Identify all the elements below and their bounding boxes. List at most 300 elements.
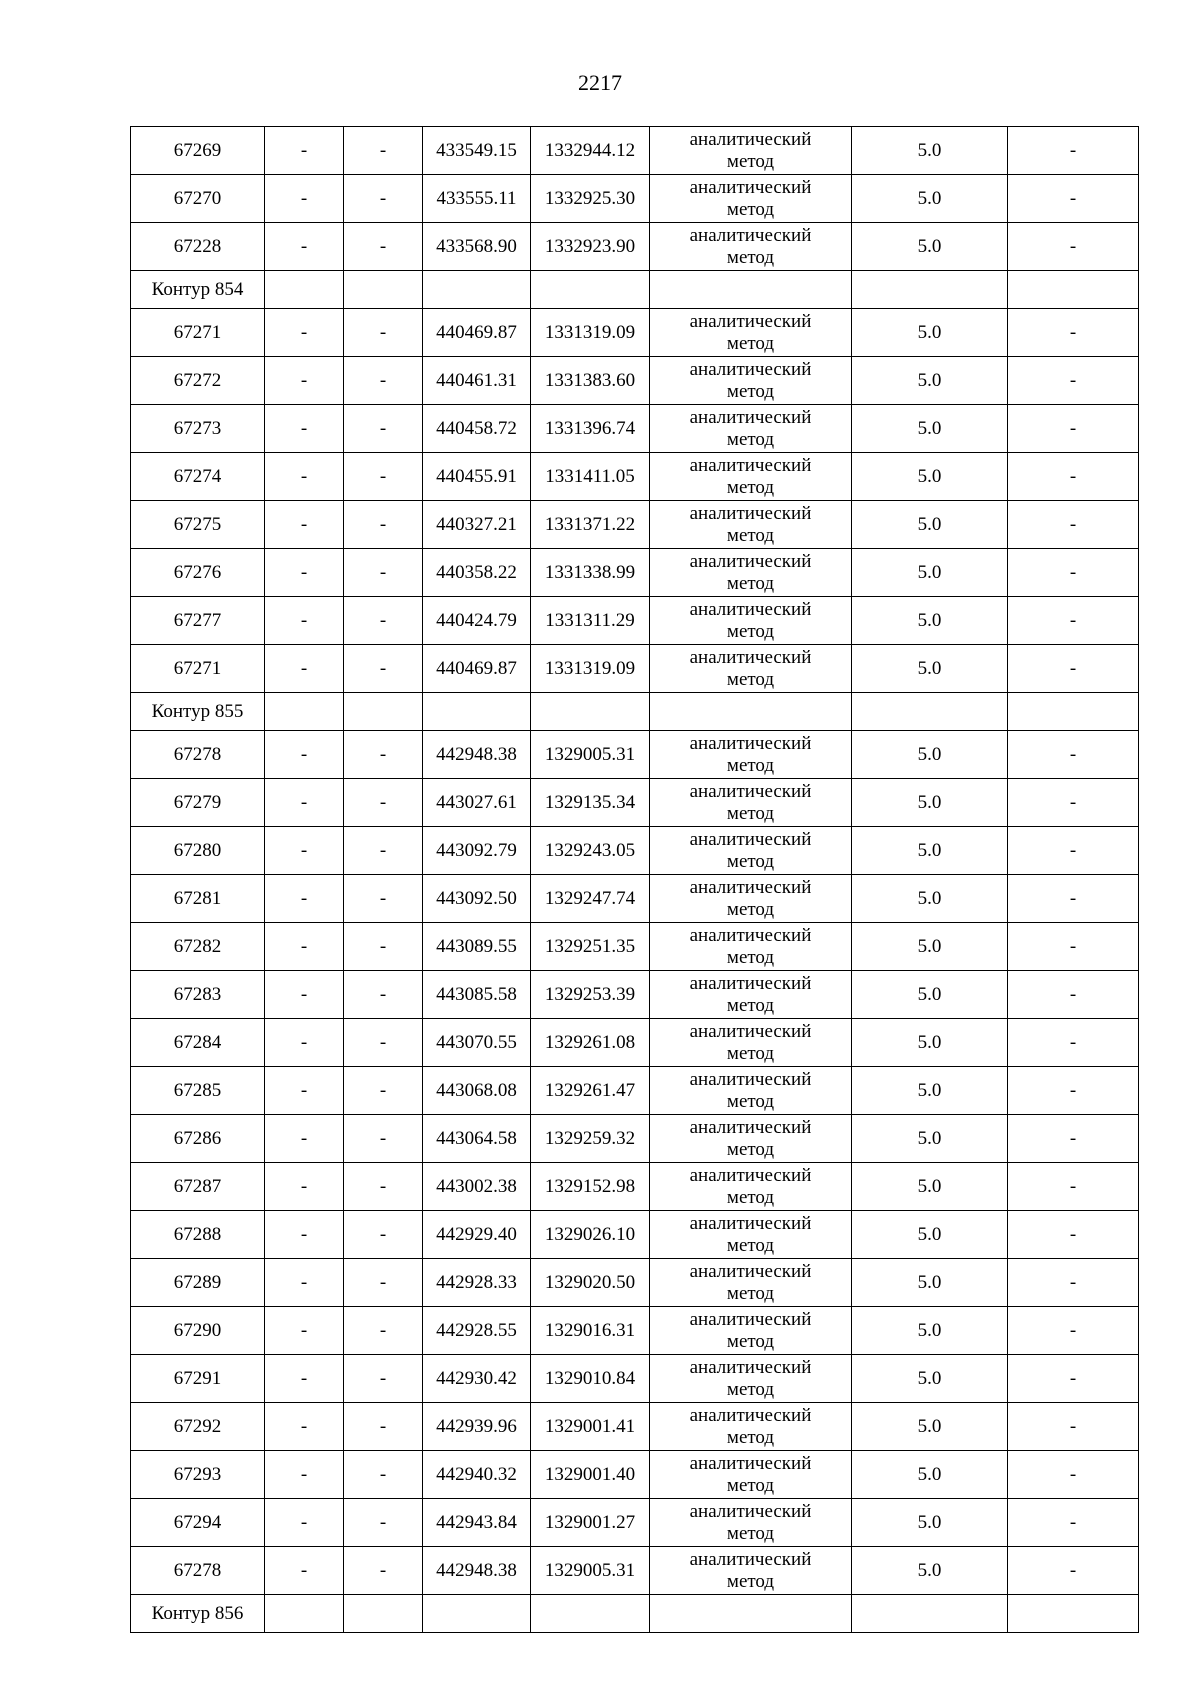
contour-header-row	[131, 693, 1139, 731]
coord-y: 1331338.99	[531, 549, 650, 597]
method-line-1: аналитический	[689, 454, 812, 476]
empty-cell	[265, 271, 344, 309]
point-number: 67278	[131, 731, 265, 779]
point-number: 67281	[131, 875, 265, 923]
method-line-2: метод	[726, 668, 775, 690]
coord-x: 442943.84	[423, 1499, 531, 1547]
cell-dash-2: -	[344, 1067, 423, 1115]
empty-cell	[265, 693, 344, 731]
table-row	[131, 731, 1139, 779]
table-row	[131, 1307, 1139, 1355]
method	[650, 127, 852, 175]
cell-dash-2: -	[344, 1547, 423, 1595]
method-line-1: аналитический	[689, 1404, 812, 1426]
method	[650, 1355, 852, 1403]
coord-x: 443085.58	[423, 971, 531, 1019]
coord-x: 440469.87	[423, 645, 531, 693]
table-row	[131, 223, 1139, 271]
method-line-1: аналитический	[689, 598, 812, 620]
cell-dash-1: -	[265, 1499, 344, 1547]
coord-y: 1329001.27	[531, 1499, 650, 1547]
cell-dash-3: -	[1008, 827, 1139, 875]
accuracy: 5.0	[852, 779, 1008, 827]
accuracy: 5.0	[852, 1259, 1008, 1307]
method-line-1: аналитический	[689, 1452, 812, 1474]
method	[650, 827, 852, 875]
table-row	[131, 827, 1139, 875]
cell-dash-1: -	[265, 309, 344, 357]
method	[650, 501, 852, 549]
point-number: 67294	[131, 1499, 265, 1547]
method	[650, 645, 852, 693]
cell-dash-2: -	[344, 1307, 423, 1355]
cell-dash-1: -	[265, 827, 344, 875]
table-row	[131, 549, 1139, 597]
accuracy: 5.0	[852, 1067, 1008, 1115]
method-line-2: метод	[726, 620, 775, 642]
point-number: 67285	[131, 1067, 265, 1115]
method-line-1: аналитический	[689, 876, 812, 898]
method-line-2: метод	[726, 1522, 775, 1544]
coord-x: 442928.33	[423, 1259, 531, 1307]
method-line-2: метод	[726, 1474, 775, 1496]
accuracy: 5.0	[852, 1211, 1008, 1259]
method-line-1: аналитический	[689, 1164, 812, 1186]
method-line-2: метод	[726, 1378, 775, 1400]
method-line-2: метод	[726, 524, 775, 546]
coord-y: 1329253.39	[531, 971, 650, 1019]
empty-cell	[423, 1595, 531, 1633]
method	[650, 549, 852, 597]
point-number: 67269	[131, 127, 265, 175]
method-line-1: аналитический	[689, 310, 812, 332]
cell-dash-3: -	[1008, 1067, 1139, 1115]
cell-dash-1: -	[265, 1547, 344, 1595]
cell-dash-2: -	[344, 1451, 423, 1499]
coord-y: 1329251.35	[531, 923, 650, 971]
accuracy: 5.0	[852, 1163, 1008, 1211]
point-number: 67289	[131, 1259, 265, 1307]
point-number: 67275	[131, 501, 265, 549]
point-number: 67284	[131, 1019, 265, 1067]
empty-cell	[852, 271, 1008, 309]
cell-dash-3: -	[1008, 549, 1139, 597]
table-row	[131, 1259, 1139, 1307]
coord-x: 440455.91	[423, 453, 531, 501]
contour-header-row	[131, 1595, 1139, 1633]
method-line-2: метод	[726, 802, 775, 824]
coord-y: 1332944.12	[531, 127, 650, 175]
table-row	[131, 1547, 1139, 1595]
contour-label: Контур 855	[131, 693, 265, 731]
contour-label: Контур 856	[131, 1595, 265, 1633]
method	[650, 779, 852, 827]
accuracy: 5.0	[852, 453, 1008, 501]
accuracy: 5.0	[852, 309, 1008, 357]
point-number: 67270	[131, 175, 265, 223]
table-row	[131, 1163, 1139, 1211]
cell-dash-3: -	[1008, 731, 1139, 779]
table-row	[131, 1451, 1139, 1499]
cell-dash-2: -	[344, 645, 423, 693]
coord-x: 442940.32	[423, 1451, 531, 1499]
method-line-2: метод	[726, 332, 775, 354]
method-line-2: метод	[726, 1282, 775, 1304]
cell-dash-2: -	[344, 405, 423, 453]
method-line-2: метод	[726, 994, 775, 1016]
table-row	[131, 1403, 1139, 1451]
accuracy: 5.0	[852, 1451, 1008, 1499]
accuracy: 5.0	[852, 175, 1008, 223]
method-line-1: аналитический	[689, 176, 812, 198]
empty-cell	[423, 693, 531, 731]
coord-x: 440458.72	[423, 405, 531, 453]
method-line-1: аналитический	[689, 1260, 812, 1282]
cell-dash-2: -	[344, 1403, 423, 1451]
method-line-2: метод	[726, 754, 775, 776]
method	[650, 453, 852, 501]
empty-cell	[531, 1595, 650, 1633]
method	[650, 1067, 852, 1115]
coord-y: 1329001.41	[531, 1403, 650, 1451]
point-number: 67277	[131, 597, 265, 645]
table-row	[131, 1499, 1139, 1547]
table-row	[131, 405, 1139, 453]
cell-dash-1: -	[265, 923, 344, 971]
coord-x: 443002.38	[423, 1163, 531, 1211]
method	[650, 1307, 852, 1355]
coordinates-table	[130, 126, 1139, 1633]
cell-dash-3: -	[1008, 779, 1139, 827]
accuracy: 5.0	[852, 1115, 1008, 1163]
coord-y: 1329261.47	[531, 1067, 650, 1115]
method	[650, 875, 852, 923]
cell-dash-3: -	[1008, 1115, 1139, 1163]
cell-dash-2: -	[344, 1499, 423, 1547]
method-line-1: аналитический	[689, 972, 812, 994]
cell-dash-2: -	[344, 1163, 423, 1211]
coord-x: 440424.79	[423, 597, 531, 645]
coord-y: 1331396.74	[531, 405, 650, 453]
coord-x: 442948.38	[423, 731, 531, 779]
cell-dash-2: -	[344, 1211, 423, 1259]
cell-dash-3: -	[1008, 1451, 1139, 1499]
cell-dash-3: -	[1008, 309, 1139, 357]
accuracy: 5.0	[852, 923, 1008, 971]
point-number: 67279	[131, 779, 265, 827]
empty-cell	[650, 693, 852, 731]
coord-y: 1329261.08	[531, 1019, 650, 1067]
coord-y: 1329010.84	[531, 1355, 650, 1403]
cell-dash-3: -	[1008, 1259, 1139, 1307]
point-number: 67286	[131, 1115, 265, 1163]
cell-dash-1: -	[265, 1307, 344, 1355]
method	[650, 971, 852, 1019]
coord-y: 1329247.74	[531, 875, 650, 923]
point-number: 67271	[131, 645, 265, 693]
table-row	[131, 597, 1139, 645]
point-number: 67278	[131, 1547, 265, 1595]
cell-dash-2: -	[344, 501, 423, 549]
cell-dash-1: -	[265, 501, 344, 549]
method	[650, 405, 852, 453]
cell-dash-3: -	[1008, 175, 1139, 223]
cell-dash-1: -	[265, 875, 344, 923]
cell-dash-1: -	[265, 549, 344, 597]
point-number: 67274	[131, 453, 265, 501]
table-row	[131, 357, 1139, 405]
coord-x: 443027.61	[423, 779, 531, 827]
accuracy: 5.0	[852, 731, 1008, 779]
cell-dash-1: -	[265, 1115, 344, 1163]
method-line-1: аналитический	[689, 646, 812, 668]
coord-x: 443092.50	[423, 875, 531, 923]
empty-cell	[852, 693, 1008, 731]
accuracy: 5.0	[852, 501, 1008, 549]
coord-x: 443068.08	[423, 1067, 531, 1115]
coord-x: 433549.15	[423, 127, 531, 175]
method-line-2: метод	[726, 946, 775, 968]
table-row	[131, 645, 1139, 693]
cell-dash-1: -	[265, 597, 344, 645]
method-line-2: метод	[726, 428, 775, 450]
point-number: 67280	[131, 827, 265, 875]
coord-y: 1329020.50	[531, 1259, 650, 1307]
cell-dash-3: -	[1008, 1163, 1139, 1211]
cell-dash-2: -	[344, 309, 423, 357]
method	[650, 1115, 852, 1163]
empty-cell	[1008, 1595, 1139, 1633]
point-number: 67287	[131, 1163, 265, 1211]
empty-cell	[423, 271, 531, 309]
point-number: 67228	[131, 223, 265, 271]
coord-x: 443064.58	[423, 1115, 531, 1163]
method-line-1: аналитический	[689, 732, 812, 754]
method-line-2: метод	[726, 1426, 775, 1448]
coord-x: 440469.87	[423, 309, 531, 357]
accuracy: 5.0	[852, 405, 1008, 453]
cell-dash-2: -	[344, 357, 423, 405]
cell-dash-3: -	[1008, 1499, 1139, 1547]
cell-dash-3: -	[1008, 1355, 1139, 1403]
method-line-2: метод	[726, 1090, 775, 1112]
cell-dash-2: -	[344, 127, 423, 175]
cell-dash-2: -	[344, 453, 423, 501]
cell-dash-3: -	[1008, 127, 1139, 175]
cell-dash-2: -	[344, 223, 423, 271]
accuracy: 5.0	[852, 1547, 1008, 1595]
cell-dash-1: -	[265, 1403, 344, 1451]
coord-x: 442939.96	[423, 1403, 531, 1451]
empty-cell	[265, 1595, 344, 1633]
method	[650, 1019, 852, 1067]
method-line-1: аналитический	[689, 924, 812, 946]
cell-dash-2: -	[344, 875, 423, 923]
method-line-1: аналитический	[689, 1500, 812, 1522]
cell-dash-1: -	[265, 645, 344, 693]
method	[650, 1259, 852, 1307]
accuracy: 5.0	[852, 645, 1008, 693]
cell-dash-3: -	[1008, 501, 1139, 549]
point-number: 67282	[131, 923, 265, 971]
method-line-1: аналитический	[689, 1548, 812, 1570]
cell-dash-1: -	[265, 779, 344, 827]
table-body	[131, 127, 1139, 1633]
cell-dash-2: -	[344, 1355, 423, 1403]
cell-dash-1: -	[265, 223, 344, 271]
accuracy: 5.0	[852, 1403, 1008, 1451]
cell-dash-2: -	[344, 827, 423, 875]
method-line-2: метод	[726, 150, 775, 172]
table-row	[131, 501, 1139, 549]
method-line-2: метод	[726, 1330, 775, 1352]
cell-dash-3: -	[1008, 405, 1139, 453]
method	[650, 357, 852, 405]
cell-dash-1: -	[265, 175, 344, 223]
empty-cell	[1008, 693, 1139, 731]
empty-cell	[531, 693, 650, 731]
method-line-1: аналитический	[689, 224, 812, 246]
cell-dash-1: -	[265, 971, 344, 1019]
method-line-2: метод	[726, 1186, 775, 1208]
accuracy: 5.0	[852, 827, 1008, 875]
method-line-1: аналитический	[689, 550, 812, 572]
empty-cell	[344, 271, 423, 309]
point-number: 67288	[131, 1211, 265, 1259]
point-number: 67272	[131, 357, 265, 405]
coord-y: 1331311.29	[531, 597, 650, 645]
coord-x: 440358.22	[423, 549, 531, 597]
point-number: 67290	[131, 1307, 265, 1355]
method-line-1: аналитический	[689, 502, 812, 524]
table-row	[131, 1067, 1139, 1115]
coord-y: 1332923.90	[531, 223, 650, 271]
accuracy: 5.0	[852, 875, 1008, 923]
coord-x: 442930.42	[423, 1355, 531, 1403]
method-line-1: аналитический	[689, 828, 812, 850]
coord-x: 442948.38	[423, 1547, 531, 1595]
cell-dash-1: -	[265, 1211, 344, 1259]
cell-dash-1: -	[265, 1067, 344, 1115]
method-line-2: метод	[726, 1138, 775, 1160]
coord-x: 443070.55	[423, 1019, 531, 1067]
coord-y: 1331371.22	[531, 501, 650, 549]
accuracy: 5.0	[852, 357, 1008, 405]
cell-dash-3: -	[1008, 875, 1139, 923]
cell-dash-2: -	[344, 175, 423, 223]
point-number: 67293	[131, 1451, 265, 1499]
contour-label: Контур 854	[131, 271, 265, 309]
cell-dash-1: -	[265, 1451, 344, 1499]
coord-y: 1329135.34	[531, 779, 650, 827]
coord-y: 1331319.09	[531, 645, 650, 693]
point-number: 67291	[131, 1355, 265, 1403]
method-line-1: аналитический	[689, 1068, 812, 1090]
cell-dash-1: -	[265, 731, 344, 779]
method	[650, 1403, 852, 1451]
method	[650, 223, 852, 271]
cell-dash-1: -	[265, 405, 344, 453]
method-line-1: аналитический	[689, 358, 812, 380]
accuracy: 5.0	[852, 1355, 1008, 1403]
method-line-2: метод	[726, 1042, 775, 1064]
accuracy: 5.0	[852, 223, 1008, 271]
method-line-2: метод	[726, 476, 775, 498]
cell-dash-1: -	[265, 1019, 344, 1067]
cell-dash-1: -	[265, 1259, 344, 1307]
method-line-1: аналитический	[689, 1356, 812, 1378]
cell-dash-3: -	[1008, 971, 1139, 1019]
empty-cell	[650, 1595, 852, 1633]
contour-header-row	[131, 271, 1139, 309]
coord-y: 1329152.98	[531, 1163, 650, 1211]
method	[650, 923, 852, 971]
point-number: 67276	[131, 549, 265, 597]
method-line-2: метод	[726, 898, 775, 920]
empty-cell	[1008, 271, 1139, 309]
empty-cell	[344, 693, 423, 731]
cell-dash-2: -	[344, 1115, 423, 1163]
coord-y: 1331319.09	[531, 309, 650, 357]
method	[650, 1163, 852, 1211]
table-row	[131, 127, 1139, 175]
empty-cell	[650, 271, 852, 309]
point-number: 67271	[131, 309, 265, 357]
cell-dash-2: -	[344, 1019, 423, 1067]
table-row	[131, 1115, 1139, 1163]
coord-y: 1329016.31	[531, 1307, 650, 1355]
method-line-1: аналитический	[689, 1212, 812, 1234]
cell-dash-3: -	[1008, 923, 1139, 971]
cell-dash-2: -	[344, 1259, 423, 1307]
method-line-1: аналитический	[689, 1308, 812, 1330]
cell-dash-3: -	[1008, 1403, 1139, 1451]
table-row	[131, 1211, 1139, 1259]
point-number: 67273	[131, 405, 265, 453]
method-line-2: метод	[726, 572, 775, 594]
coord-y: 1329243.05	[531, 827, 650, 875]
cell-dash-3: -	[1008, 1547, 1139, 1595]
coord-y: 1329001.40	[531, 1451, 650, 1499]
method-line-2: метод	[726, 1570, 775, 1592]
method-line-1: аналитический	[689, 780, 812, 802]
coord-y: 1329005.31	[531, 1547, 650, 1595]
coord-x: 440327.21	[423, 501, 531, 549]
accuracy: 5.0	[852, 1499, 1008, 1547]
cell-dash-3: -	[1008, 597, 1139, 645]
cell-dash-3: -	[1008, 357, 1139, 405]
table-row	[131, 1355, 1139, 1403]
table-row	[131, 971, 1139, 1019]
method-line-1: аналитический	[689, 1020, 812, 1042]
accuracy: 5.0	[852, 597, 1008, 645]
method-line-1: аналитический	[689, 128, 812, 150]
table-row	[131, 1019, 1139, 1067]
method-line-2: метод	[726, 850, 775, 872]
cell-dash-1: -	[265, 453, 344, 501]
accuracy: 5.0	[852, 549, 1008, 597]
coord-x: 433555.11	[423, 175, 531, 223]
cell-dash-2: -	[344, 923, 423, 971]
accuracy: 5.0	[852, 1307, 1008, 1355]
point-number: 67292	[131, 1403, 265, 1451]
cell-dash-2: -	[344, 549, 423, 597]
method-line-1: аналитический	[689, 1116, 812, 1138]
empty-cell	[852, 1595, 1008, 1633]
method	[650, 731, 852, 779]
coord-x: 433568.90	[423, 223, 531, 271]
accuracy: 5.0	[852, 1019, 1008, 1067]
